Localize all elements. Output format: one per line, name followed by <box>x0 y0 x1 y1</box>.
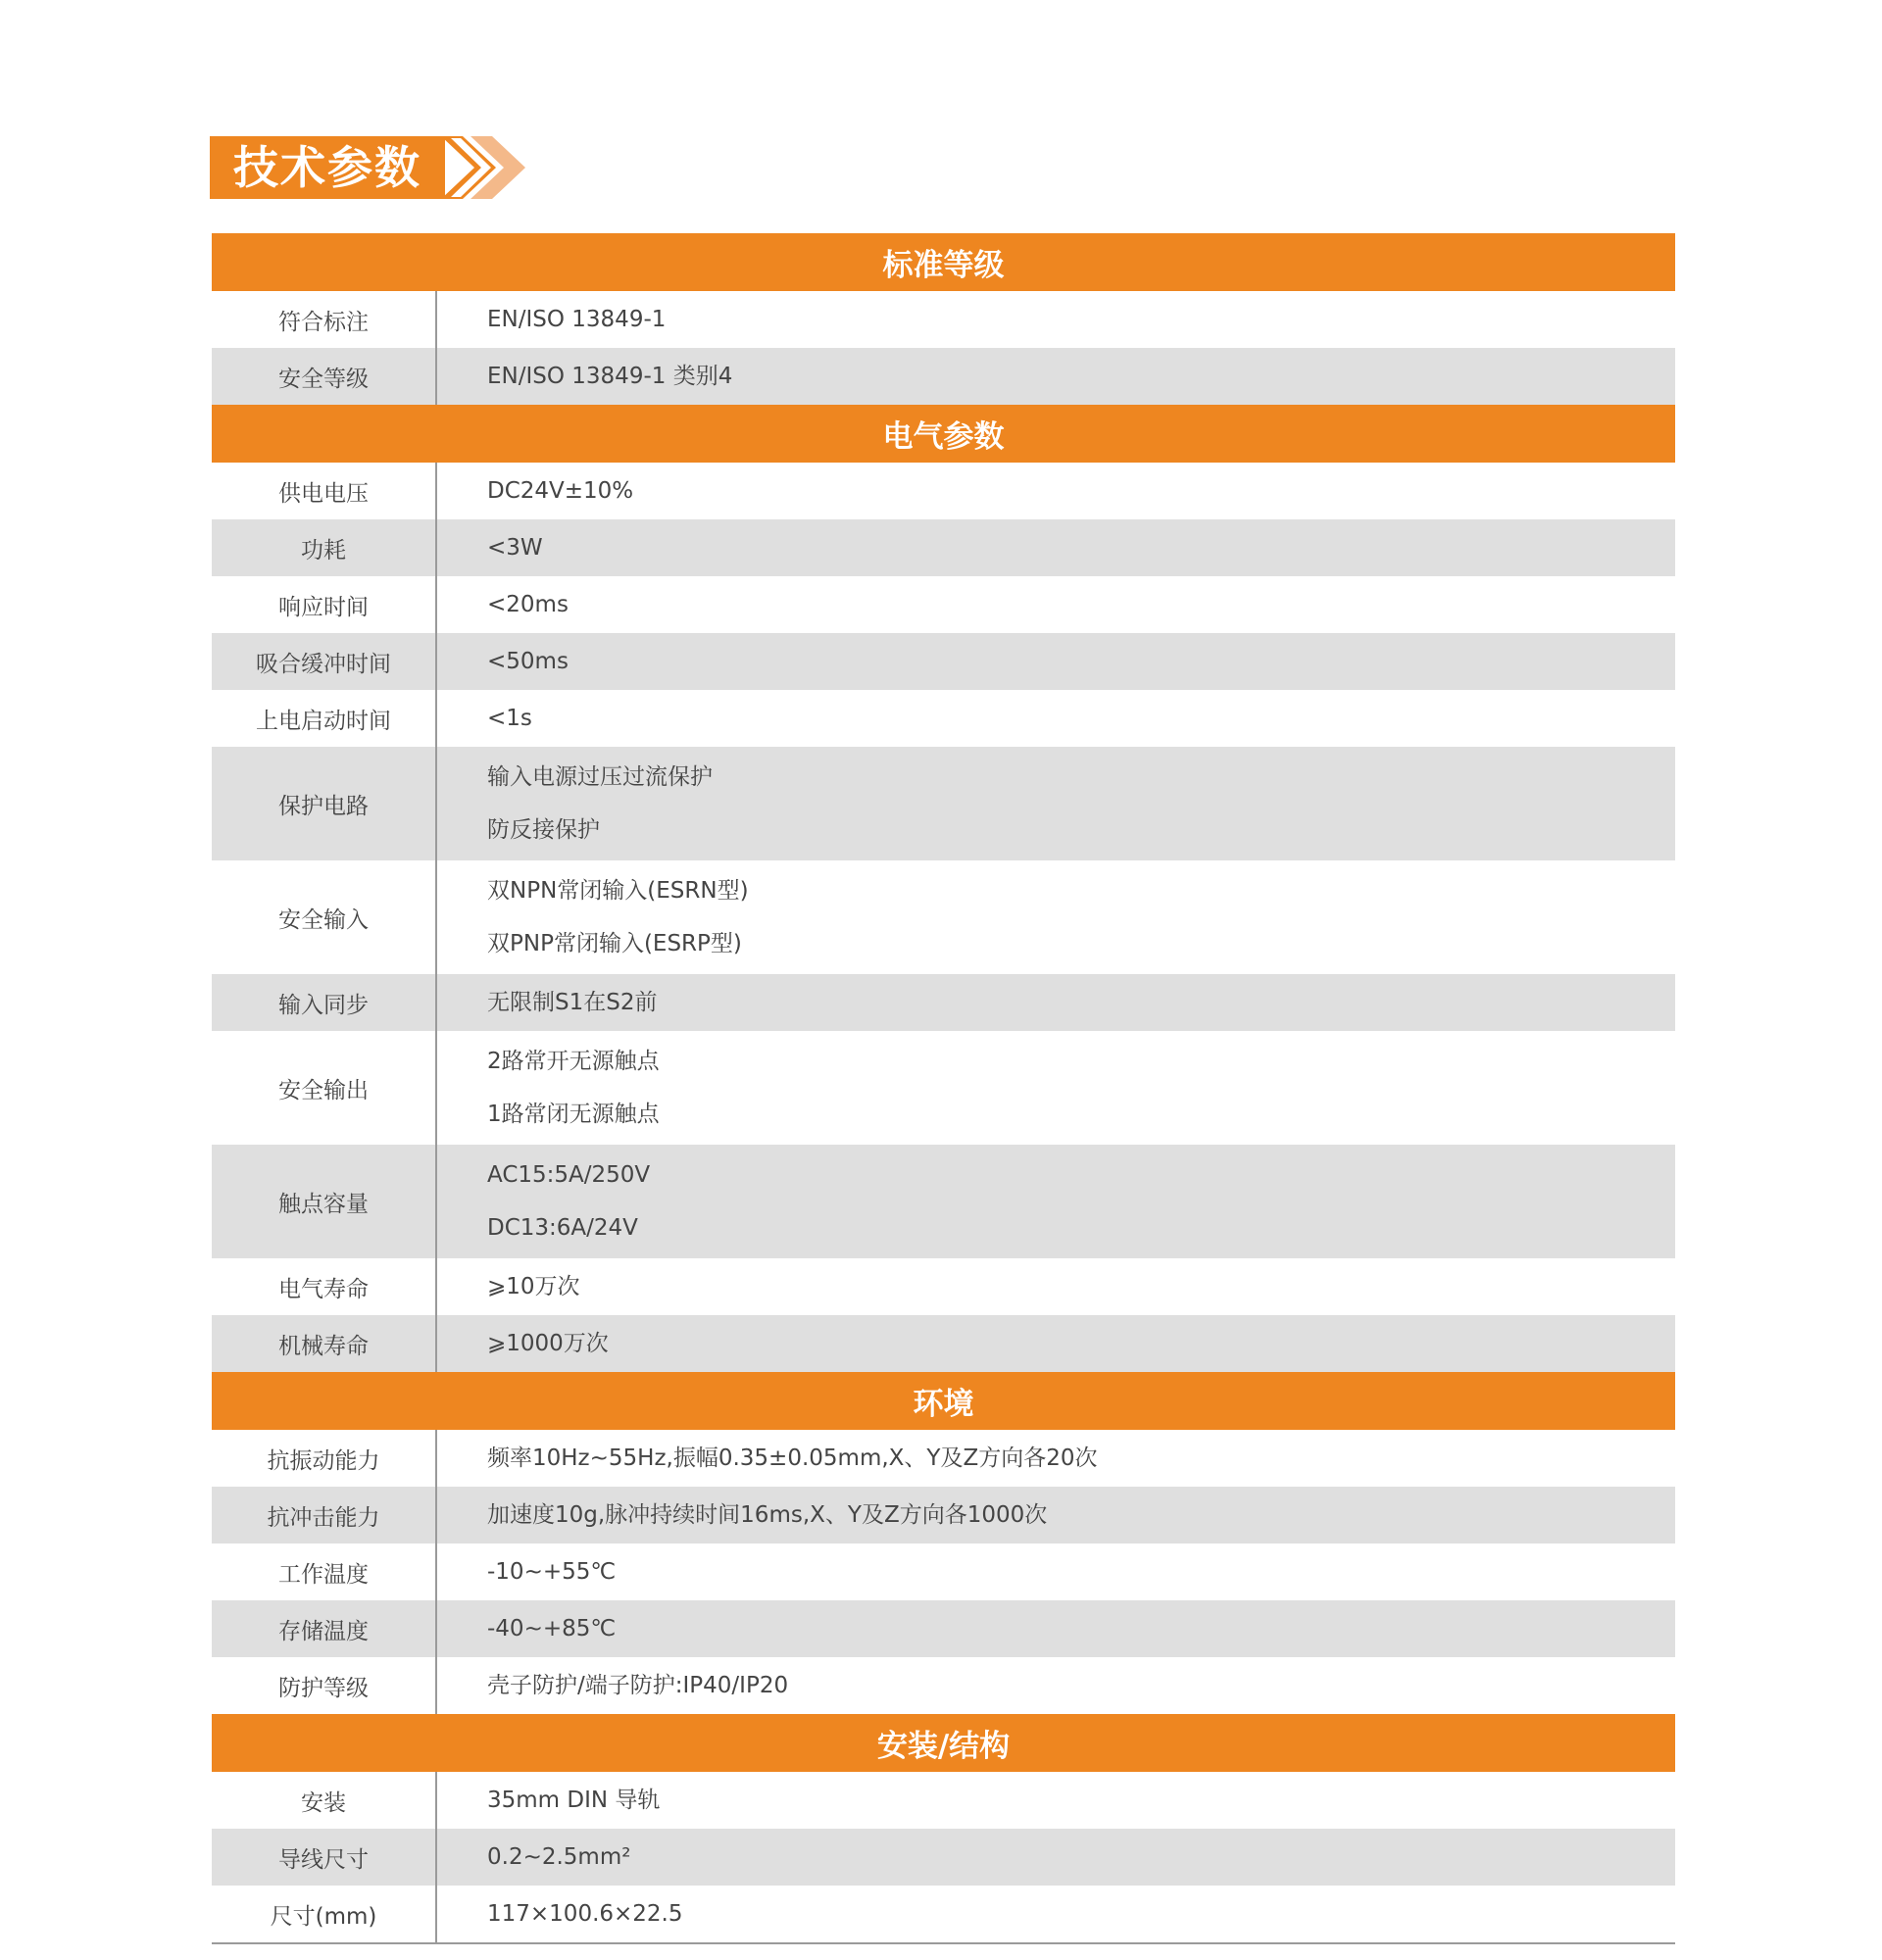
value-line: AC15:5A/250V <box>487 1162 651 1188</box>
table-row <box>212 291 1675 348</box>
row-label: 工作温度 <box>212 1544 437 1600</box>
row-value <box>437 1829 1675 1886</box>
table-row <box>212 1772 1675 1829</box>
table-row <box>212 1430 1675 1487</box>
table-row <box>212 690 1675 747</box>
value-line: <3W <box>487 535 543 561</box>
row-label: 供电电压 <box>212 463 437 519</box>
value-line: DC24V±10% <box>487 478 634 504</box>
row-label: 功耗 <box>212 519 437 576</box>
row-value <box>437 519 1675 576</box>
value-line: 双NPN常闭输入(ESRN型) <box>487 878 749 904</box>
value-line: 加速度10g,脉冲持续时间16ms,X、Y及Z方向各1000次 <box>487 1502 1048 1528</box>
value-line: 0.2~2.5mm² <box>487 1844 631 1870</box>
value-line: 输入电源过压过流保护 <box>487 764 713 790</box>
row-label: 输入同步 <box>212 974 437 1031</box>
row-value <box>437 1258 1675 1315</box>
row-label: 吸合缓冲时间 <box>212 633 437 690</box>
table-row <box>212 1031 1675 1145</box>
row-value <box>437 1031 1675 1145</box>
value-line: EN/ISO 13849-1 类别4 <box>487 364 733 389</box>
row-label: 抗冲击能力 <box>212 1487 437 1544</box>
row-value <box>437 1315 1675 1372</box>
row-value <box>437 463 1675 519</box>
title-banner <box>210 136 533 199</box>
section-header: 安装/结构 <box>212 1714 1675 1772</box>
table-bottom-rule <box>212 1942 1675 1944</box>
table-row <box>212 1487 1675 1544</box>
row-label: 尺寸(mm) <box>212 1886 437 1942</box>
row-value <box>437 1487 1675 1544</box>
table-row <box>212 576 1675 633</box>
value-line: ⩾10万次 <box>487 1274 580 1299</box>
row-label: 响应时间 <box>212 576 437 633</box>
row-label: 存储温度 <box>212 1600 437 1657</box>
row-label: 电气寿命 <box>212 1258 437 1315</box>
section-header: 电气参数 <box>212 405 1675 463</box>
row-label: 抗振动能力 <box>212 1430 437 1487</box>
row-label: 安全等级 <box>212 348 437 405</box>
table-row <box>212 747 1675 860</box>
table-row <box>212 1145 1675 1258</box>
table-row <box>212 1544 1675 1600</box>
value-line: 无限制S1在S2前 <box>487 990 658 1015</box>
row-value <box>437 1886 1675 1942</box>
row-label: 安全输入 <box>212 860 437 974</box>
row-value <box>437 576 1675 633</box>
row-value <box>437 291 1675 348</box>
row-value <box>437 1430 1675 1487</box>
table-row <box>212 974 1675 1031</box>
table-row <box>212 1829 1675 1886</box>
value-line: <20ms <box>487 592 569 617</box>
row-value <box>437 1544 1675 1600</box>
value-line: 2路常开无源触点 <box>487 1049 660 1074</box>
table-row <box>212 519 1675 576</box>
row-value <box>437 1657 1675 1714</box>
row-label: 导线尺寸 <box>212 1829 437 1886</box>
row-label: 符合标注 <box>212 291 437 348</box>
row-value <box>437 1772 1675 1829</box>
double-chevron-right-icon <box>441 136 535 199</box>
page-title: 技术参数 <box>210 136 445 199</box>
value-line: 117×100.6×22.5 <box>487 1901 683 1927</box>
table-row <box>212 860 1675 974</box>
value-line: 频率10Hz~55Hz,振幅0.35±0.05mm,X、Y及Z方向各20次 <box>487 1446 1098 1471</box>
value-line: 壳子防护/端子防护:IP40/IP20 <box>487 1673 789 1698</box>
row-value <box>437 690 1675 747</box>
value-line: DC13:6A/24V <box>487 1215 638 1241</box>
table-row <box>212 1600 1675 1657</box>
table-row <box>212 1258 1675 1315</box>
row-value <box>437 860 1675 974</box>
row-label: 保护电路 <box>212 747 437 860</box>
table-row <box>212 1315 1675 1372</box>
row-value <box>437 633 1675 690</box>
row-value <box>437 747 1675 860</box>
section-header: 环境 <box>212 1372 1675 1430</box>
row-label: 机械寿命 <box>212 1315 437 1372</box>
value-line: 防反接保护 <box>487 817 600 843</box>
value-line: <1s <box>487 706 532 731</box>
value-line: 双PNP常闭输入(ESRP型) <box>487 931 742 956</box>
row-label: 防护等级 <box>212 1657 437 1714</box>
row-value <box>437 1600 1675 1657</box>
table-row <box>212 463 1675 519</box>
value-line: ⩾1000万次 <box>487 1331 609 1356</box>
value-line: -10~+55℃ <box>487 1559 617 1585</box>
section-header: 标准等级 <box>212 233 1675 291</box>
row-label: 安全输出 <box>212 1031 437 1145</box>
row-label: 上电启动时间 <box>212 690 437 747</box>
row-label: 触点容量 <box>212 1145 437 1258</box>
value-line: 35mm DIN 导轨 <box>487 1788 661 1813</box>
spec-table <box>212 233 1675 1944</box>
table-row <box>212 633 1675 690</box>
value-line: EN/ISO 13849-1 <box>487 307 667 332</box>
row-value <box>437 974 1675 1031</box>
table-row <box>212 348 1675 405</box>
value-line: 1路常闭无源触点 <box>487 1102 660 1127</box>
row-label: 安装 <box>212 1772 437 1829</box>
row-value <box>437 348 1675 405</box>
table-row <box>212 1886 1675 1942</box>
value-line: -40~+85℃ <box>487 1616 617 1642</box>
value-line: <50ms <box>487 649 569 674</box>
table-row <box>212 1657 1675 1714</box>
row-value <box>437 1145 1675 1258</box>
